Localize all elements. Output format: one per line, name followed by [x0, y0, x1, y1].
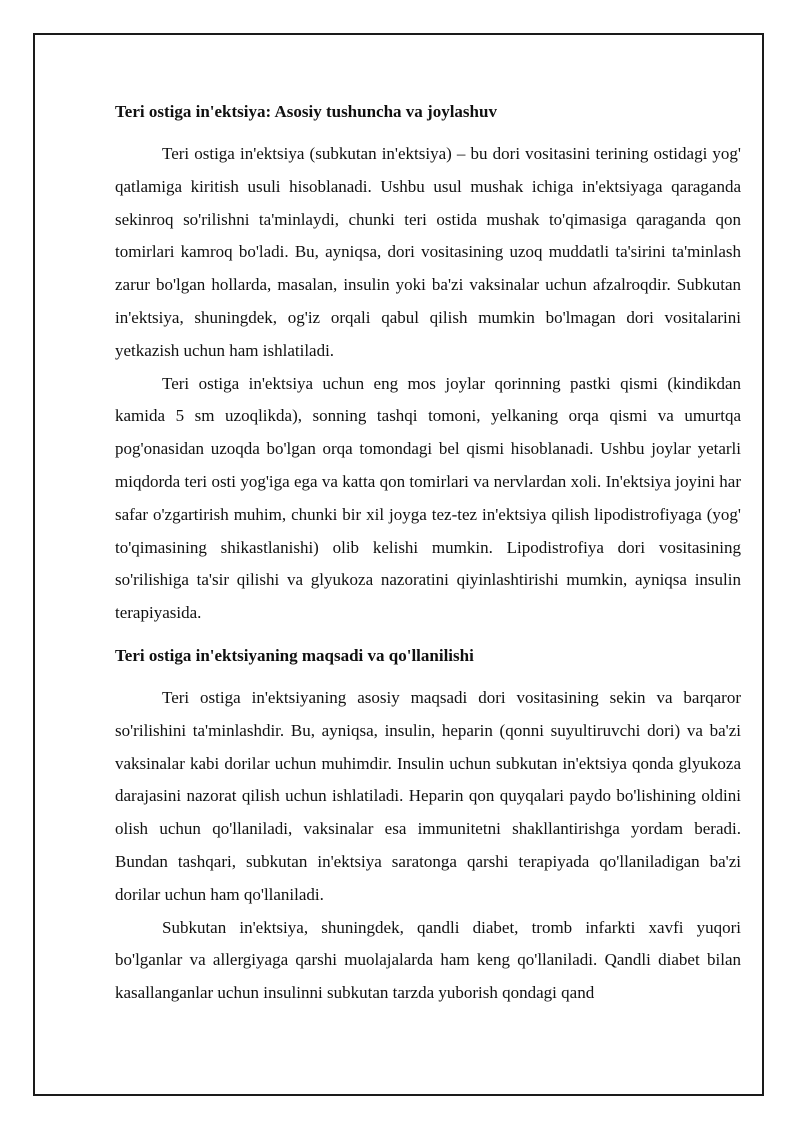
paragraph-definition: Teri ostiga in'ektsiya (subkutan in'ektsiya) – bu dori vositasini terining ostidagi yog' qatlamiga kiritish usuli hisoblanadi. Ushbu usul mushak ichiga in'ektsiyaga qaraganda sekinroq so'rilishni ta'minlaydi, chunki teri ostida mushak to'qimasiga qaraganda qon tomirlari kamroq bo'ladi. Bu, ayniqsa, dori vositasining uzoq muddatli ta'sirini ta'minlash zarur bo'lgan hollarda, masalan, insulin yoki ba'zi vaksinalar uchun afzalroqdir. Subkutan in'ektsiya, shuningdek, og'iz orqali qabul qilish mumkin bo'lmagan dori vositalarini yetkazish uchun ham ishlatiladi. [115, 144, 741, 360]
paragraph-purpose: Teri ostiga in'ektsiyaning asosiy maqsadi dori vositasining sekin va barqaror so'rilishini ta'minlashdir. Bu, ayniqsa, insulin, heparin (qonni suyultiruvchi dori) va ba'zi vaksinalar kabi dorilar uchun muhimdir. Insulin uchun subkutan in'ektsiya qonda glyukoza darajasini nazorat qilish uchun ishlatiladi. Heparin qon quyqalari paydo bo'lishining oldini olish uchun qo'llaniladi, vaksinalar esa immunitetni shakllantirishga yordam beradi. Bundan tashqari, subkutan in'ektsiya saratonga qarshi terapiyada qo'llaniladigan ba'zi dorilar uchun ham qo'llaniladi. [115, 687, 741, 904]
section-heading-basic-concept: Teri ostiga in'ektsiya: Asosiy tushuncha va joylashuv [115, 102, 497, 121]
document-body [115, 96, 741, 1010]
paragraph-applications: Subkutan in'ektsiya, shuningdek, qandli diabet, tromb infarkti xavfi yuqori bo'lganlar va allergiyaga qarshi muolajalarda ham keng qo'llaniladi. Qandli diabet bilan kasallanganlar uchun insulinni subkutan tarzda yuborish qondagi qand [115, 917, 741, 1003]
section-heading-purpose: Teri ostiga in'ektsiyaning maqsadi va qo'llanilishi [115, 645, 474, 665]
paragraph-injection-sites: Teri ostiga in'ektsiya uchun eng mos joylar qorinning pastki qismi (kindikdan kamida 5 sm uzoqlikda), sonning tashqi tomoni, yelkaning orqa qismi va umurtqa pog'onasidan uzoqda bo'lgan orqa tomondagi bel qismi hisoblanadi. Ushbu joylar yetarli miqdorda teri osti yog'iga ega va katta qon tomirlari va nervlardan xoli. In'ektsiya joyini har safar o'zgartirish muhim, chunki bir xil joyga tez-tez in'ektsiya qilish lipodistrofiyaga (yog' to'qimasining shikastlanishi) olib kelishi mumkin. Lipodistrofiya dori vositasining so'rilishiga ta'sir qilishi va glyukoza nazoratini qiyinlashtirishi mumkin, ayniqsa insulin terapiyasida. [115, 373, 741, 623]
